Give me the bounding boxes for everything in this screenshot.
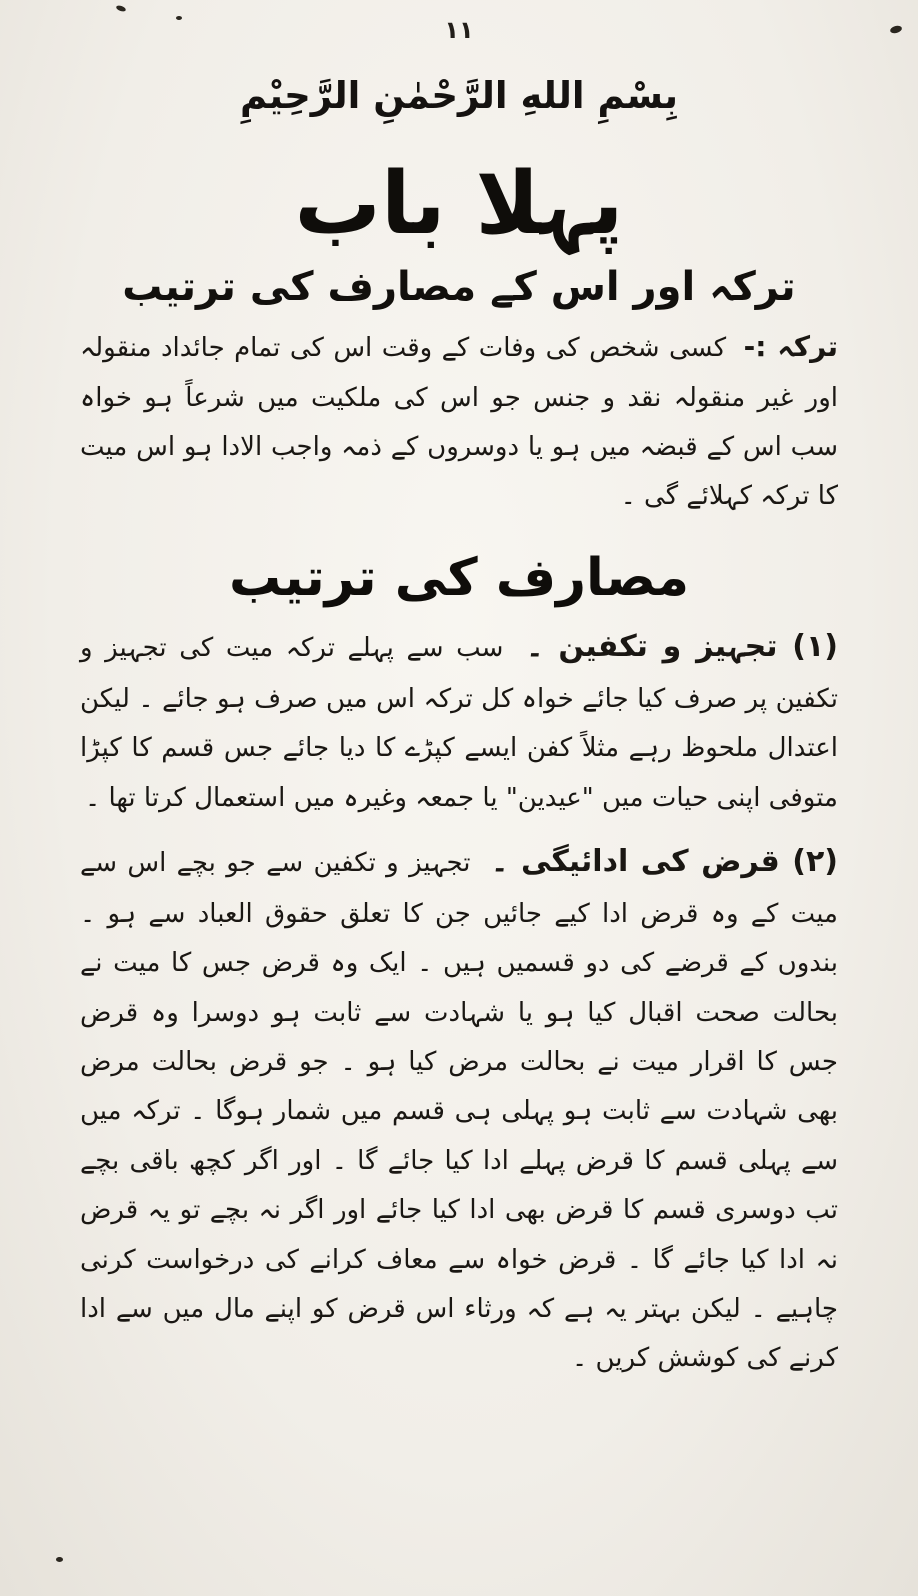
scan-artifact bbox=[56, 1557, 63, 1562]
chapter-subtitle: ترکہ اور اس کے مصارف کی ترتیب bbox=[122, 264, 796, 311]
item-1-paragraph bbox=[80, 618, 838, 823]
item-2-text: تجہیز و تکفین سے جو بچے اس سے میت کے وہ قرض ادا کیے جائیں جن کا تعلق حقوق العباد سے ہو ۔ بندوں کے قرضے کی دو قسمیں ہیں ۔ ایک وہ قرض جس کا میت نے بحالت صحت اقبال کیا ہو یا شہادت سے ثابت ہو دوسرا وہ قرض جس کا اقرار میت نے بحالت مرض کیا ہو ۔ جو قرض بحالت مرض بھی شہادت سے ثابت ہو پہلی ہی قسم میں شمار ہوگا ۔ ترکہ میں سے پہلی قسم کا قرض پہلے ادا کیا جائے گا ۔ اور اگر کچھ باقی بچے تب دوسری قسم کا قرض بھی ادا کیا جائے اور اگر نہ بچے تو یہ قرض نہ ادا کیا جائے گا ۔ قرض خواہ سے معاف کرانے کی درخواست کرنی چاہیے ۔ لیکن بہتر یہ ہے کہ ورثاء اس قرض کو اپنے مال میں سے ادا کرنے کی کوشش کریں ۔ bbox=[80, 847, 838, 1374]
item-2-label: (۲) قرض کی ادائیگی ۔ bbox=[490, 843, 839, 879]
scan-artifact bbox=[115, 4, 126, 12]
chapter-title: پہلا باب bbox=[294, 154, 624, 254]
scan-artifact bbox=[889, 25, 902, 35]
bismillah-calligraphy: بِسْمِ اللهِ الرَّحْمٰنِ الرَّحِيْمِ bbox=[239, 74, 679, 117]
section-heading: مصارف کی ترتیب bbox=[228, 547, 690, 608]
item-1-label: (۱) تجہیز و تکفین ۔ bbox=[526, 628, 839, 664]
item-1-text: سب سے پہلے ترکہ میت کی تجہیز و تکفین پر صرف کیا جائے خواہ کل ترکہ اس میں صرف ہو جائے ۔ لیکن اعتدال ملحوظ رہے مثلاً کفن ایسے کپڑے کا دیا جائے جس قسم کا کپڑا متوفی اپنی حیات میں "عیدین" یا جمعہ وغیرہ میں استعمال کرتا تھا ۔ bbox=[80, 632, 838, 813]
page-number: ۱۱ bbox=[444, 16, 474, 44]
intro-text: کسی شخص کی وفات کے وقت اس کی تمام جائداد منقولہ اور غیر منقولہ نقد و جنس جو اس کی ملکیت میں شرعاً ہو خواہ سب اس کے قبضہ میں ہو یا دوسروں کے ذمہ واجب الادا ہو اس میت کا ترکہ کہلائے گی ۔ bbox=[80, 333, 838, 512]
intro-term-label: ترکہ :- bbox=[743, 330, 839, 364]
intro-paragraph bbox=[80, 320, 838, 522]
scan-artifact bbox=[176, 16, 182, 20]
item-2-paragraph bbox=[80, 833, 838, 1384]
